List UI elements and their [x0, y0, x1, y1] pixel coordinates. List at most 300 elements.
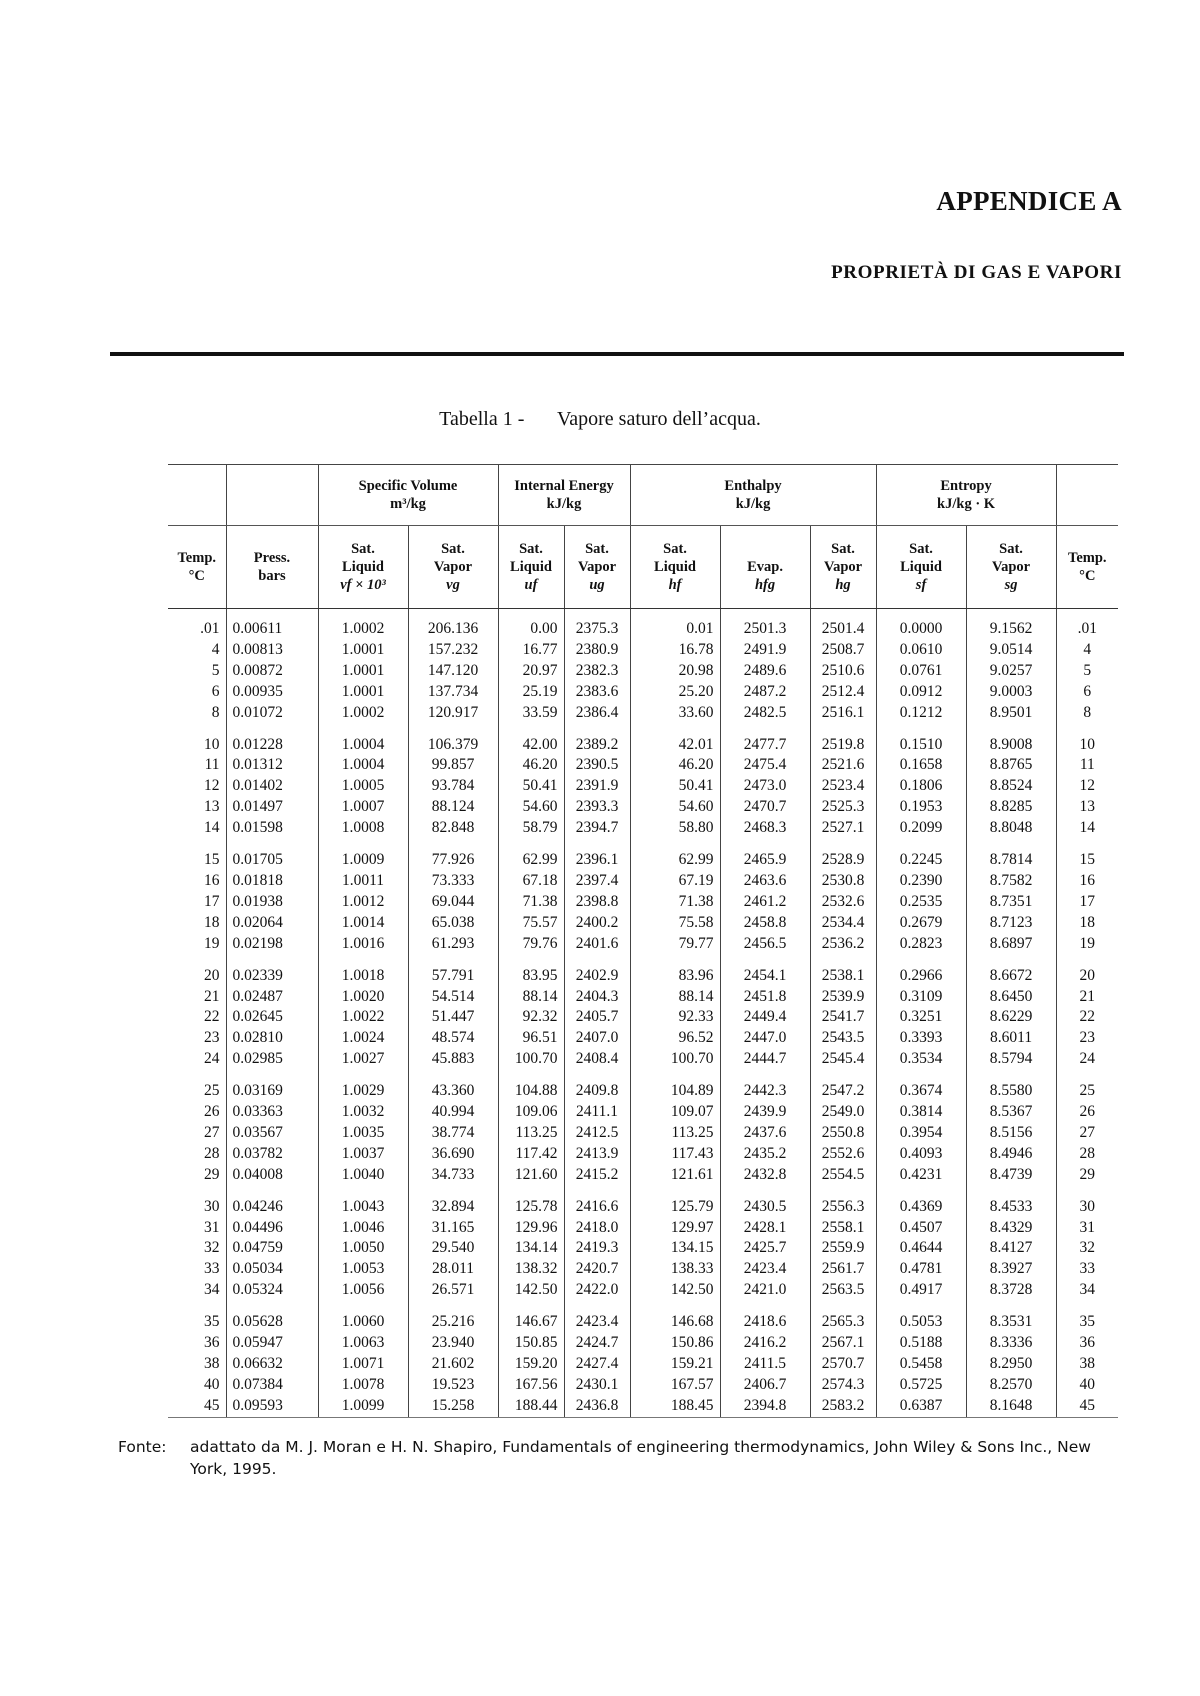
- cell-hg: 2508.7: [810, 640, 876, 661]
- cell-hg: 2516.1: [810, 703, 876, 724]
- cell-uf: 83.95: [498, 955, 564, 987]
- cell-press: 0.00935: [226, 682, 318, 703]
- cell-hfg: 2458.8: [720, 913, 810, 934]
- cell-vg: 28.011: [408, 1259, 498, 1280]
- cell-ug: 2391.9: [564, 776, 630, 797]
- cell-temp-right: 16: [1056, 871, 1118, 892]
- cell-vg: 93.784: [408, 776, 498, 797]
- cell-hfg: 2451.8: [720, 987, 810, 1008]
- group-name: Specific Volume: [358, 477, 458, 494]
- table-row: [168, 987, 1118, 1008]
- cell-hfg: 2468.3: [720, 818, 810, 839]
- col-header-vf: [318, 526, 408, 609]
- cell-hfg: 2475.4: [720, 755, 810, 776]
- cell-temp: 21: [204, 987, 220, 1005]
- cell-temp: 15: [204, 851, 220, 869]
- cell-sg: 8.3531: [966, 1301, 1056, 1333]
- cell-uf: 16.77: [498, 640, 564, 661]
- cell-vf: 1.0037: [318, 1144, 408, 1165]
- cell-sf: 0.5725: [876, 1375, 966, 1396]
- table-row: [168, 1238, 1118, 1259]
- col-header-line: Vapor: [991, 558, 1031, 575]
- cell-press: 0.05034: [226, 1259, 318, 1280]
- cell-sg: 8.3728: [966, 1280, 1056, 1301]
- cell-press: 0.01938: [226, 892, 318, 913]
- cell-temp: 11: [204, 756, 220, 774]
- cell-temp-right: 38: [1056, 1354, 1118, 1375]
- cell-temp: .01: [200, 620, 220, 637]
- cell-hfg: 2418.6: [720, 1301, 810, 1333]
- cell-uf: 79.76: [498, 934, 564, 955]
- cell-uf: 58.79: [498, 818, 564, 839]
- table-row: [168, 661, 1118, 682]
- cell-hg: 2539.9: [810, 987, 876, 1008]
- cell-sg: 8.7351: [966, 892, 1056, 913]
- cell-temp-right: 30: [1056, 1186, 1118, 1218]
- cell-uf: 25.19: [498, 682, 564, 703]
- table-row: [168, 1301, 1118, 1333]
- cell-hg: 2583.2: [810, 1396, 876, 1417]
- cell-hf: 62.99: [630, 839, 720, 871]
- cell-sf: 0.5053: [876, 1301, 966, 1333]
- cell-hfg: 2416.2: [720, 1333, 810, 1354]
- col-header-line: Temp.: [177, 549, 217, 566]
- cell-hf: 159.21: [630, 1354, 720, 1375]
- cell-hf: 188.45: [630, 1396, 720, 1417]
- cell-sf: 0.1212: [876, 703, 966, 724]
- cell-vg: 29.540: [408, 1238, 498, 1259]
- cell-temp: 23: [204, 1029, 220, 1047]
- cell-temp: 30: [204, 1197, 220, 1215]
- cell-temp: 31: [204, 1218, 220, 1236]
- group-unit: kJ/kg: [735, 496, 771, 512]
- table-row: [168, 703, 1118, 724]
- cell-uf: 159.20: [498, 1354, 564, 1375]
- table-caption-label: Tabella 1 -: [439, 408, 525, 430]
- cell-hf: 0.01: [630, 609, 720, 640]
- cell-hg: 2565.3: [810, 1301, 876, 1333]
- empty-header-cell: [226, 465, 318, 526]
- col-header-hf: [630, 526, 720, 609]
- group-name: Internal Energy: [514, 477, 614, 494]
- cell-sg: 8.6450: [966, 987, 1056, 1008]
- col-header-line: Sat.: [351, 540, 375, 557]
- cell-vg: 34.733: [408, 1165, 498, 1186]
- cell-ug: 2382.3: [564, 661, 630, 682]
- col-header-symbol: uf: [524, 577, 538, 594]
- col-header-line: Sat.: [663, 540, 687, 557]
- cell-hf: 16.78: [630, 640, 720, 661]
- cell-ug: 2415.2: [564, 1165, 630, 1186]
- group-unit: m³/kg: [390, 496, 426, 512]
- cell-temp-right: 6: [1056, 682, 1118, 703]
- cell-uf: 71.38: [498, 892, 564, 913]
- cell-press: 0.04496: [226, 1218, 318, 1239]
- cell-press: 0.00872: [226, 661, 318, 682]
- cell-sf: 0.4644: [876, 1238, 966, 1259]
- col-header-temp: [168, 526, 226, 609]
- cell-temp: 16: [204, 871, 220, 889]
- cell-vf: 1.0005: [318, 776, 408, 797]
- cell-temp: 12: [204, 777, 220, 795]
- cell-ug: 2411.1: [564, 1102, 630, 1123]
- cell-uf: 167.56: [498, 1375, 564, 1396]
- cell-sf: 0.2245: [876, 839, 966, 871]
- cell-ug: 2416.6: [564, 1186, 630, 1218]
- cell-sg: 8.4946: [966, 1144, 1056, 1165]
- cell-vf: 1.0027: [318, 1049, 408, 1070]
- cell-press: 0.00611: [226, 609, 318, 640]
- cell-temp-right: .01: [1056, 609, 1118, 640]
- cell-ug: 2412.5: [564, 1123, 630, 1144]
- cell-vg: 99.857: [408, 755, 498, 776]
- cell-hg: 2567.1: [810, 1333, 876, 1354]
- cell-ug: 2422.0: [564, 1280, 630, 1301]
- saturated-steam-table: [168, 464, 1118, 1418]
- cell-temp-right: 18: [1056, 913, 1118, 934]
- cell-temp: 6: [211, 682, 220, 700]
- col-header-line: °C: [188, 568, 205, 584]
- cell-vf: 1.0099: [318, 1396, 408, 1417]
- cell-sg: 8.8285: [966, 797, 1056, 818]
- cell-ug: 2419.3: [564, 1238, 630, 1259]
- cell-sf: 0.0761: [876, 661, 966, 682]
- cell-press: 0.04008: [226, 1165, 318, 1186]
- group-unit: kJ/kg · K: [937, 496, 996, 512]
- cell-hf: 167.57: [630, 1375, 720, 1396]
- cell-uf: 20.97: [498, 661, 564, 682]
- cell-hg: 2534.4: [810, 913, 876, 934]
- cell-vg: 73.333: [408, 871, 498, 892]
- cell-hfg: 2442.3: [720, 1070, 810, 1102]
- cell-ug: 2423.4: [564, 1301, 630, 1333]
- cell-vf: 1.0004: [318, 724, 408, 756]
- cell-temp: 32: [204, 1239, 220, 1257]
- cell-sf: 0.1953: [876, 797, 966, 818]
- cell-vg: 61.293: [408, 934, 498, 955]
- table-row: [168, 934, 1118, 955]
- cell-vg: 157.232: [408, 640, 498, 661]
- cell-hf: 100.70: [630, 1049, 720, 1070]
- cell-temp: 20: [204, 966, 220, 984]
- table-row: [168, 755, 1118, 776]
- cell-temp: 27: [204, 1123, 220, 1141]
- table-row: [168, 1102, 1118, 1123]
- cell-temp-right: 35: [1056, 1301, 1118, 1333]
- cell-temp-right: 17: [1056, 892, 1118, 913]
- cell-ug: 2390.5: [564, 755, 630, 776]
- cell-sf: 0.3814: [876, 1102, 966, 1123]
- cell-ug: 2375.3: [564, 609, 630, 640]
- col-header-line: Liquid: [342, 558, 384, 575]
- cell-hfg: 2491.9: [720, 640, 810, 661]
- cell-press: 0.01705: [226, 839, 318, 871]
- cell-vg: 15.258: [408, 1396, 498, 1417]
- col-header-line: Sat.: [831, 540, 855, 557]
- cell-hf: 67.19: [630, 871, 720, 892]
- cell-temp-right: 36: [1056, 1333, 1118, 1354]
- cell-hg: 2530.8: [810, 871, 876, 892]
- cell-sf: 0.1806: [876, 776, 966, 797]
- col-header-line: Sat.: [909, 540, 933, 557]
- cell-sg: 8.3336: [966, 1333, 1056, 1354]
- cell-hg: 2501.4: [810, 609, 876, 640]
- cell-sg: 8.9501: [966, 703, 1056, 724]
- cell-temp-right: 28: [1056, 1144, 1118, 1165]
- table-row: [168, 1333, 1118, 1354]
- cell-hf: 138.33: [630, 1259, 720, 1280]
- cell-sf: 0.4917: [876, 1280, 966, 1301]
- cell-ug: 2400.2: [564, 913, 630, 934]
- group-header-enthalpy: [630, 465, 876, 526]
- cell-vf: 1.0078: [318, 1375, 408, 1396]
- cell-temp: 5: [211, 661, 220, 679]
- cell-sg: 9.0003: [966, 682, 1056, 703]
- cell-vf: 1.0002: [318, 703, 408, 724]
- cell-hf: 83.96: [630, 955, 720, 987]
- table-row: [168, 640, 1118, 661]
- cell-vg: 206.136: [408, 609, 498, 640]
- cell-sg: 8.8048: [966, 818, 1056, 839]
- table-row: [168, 1165, 1118, 1186]
- cell-hfg: 2439.9: [720, 1102, 810, 1123]
- col-header-line: Liquid: [654, 558, 696, 575]
- cell-sg: 8.5156: [966, 1123, 1056, 1144]
- col-header-uf: [498, 526, 564, 609]
- cell-hfg: 2437.6: [720, 1123, 810, 1144]
- cell-hfg: 2465.9: [720, 839, 810, 871]
- cell-ug: 2396.1: [564, 839, 630, 871]
- table-row: [168, 1280, 1118, 1301]
- cell-press: 0.03567: [226, 1123, 318, 1144]
- table-row: [168, 797, 1118, 818]
- cell-sf: 0.3534: [876, 1049, 966, 1070]
- col-header-symbol: hf: [668, 577, 682, 594]
- table-caption-text: Vapore saturo dell’acqua.: [557, 408, 761, 430]
- cell-hf: 146.68: [630, 1301, 720, 1333]
- col-header-hg: [810, 526, 876, 609]
- cell-sf: 0.0912: [876, 682, 966, 703]
- cell-hf: 109.07: [630, 1102, 720, 1123]
- cell-hf: 33.60: [630, 703, 720, 724]
- cell-vf: 1.0040: [318, 1165, 408, 1186]
- cell-hg: 2550.8: [810, 1123, 876, 1144]
- cell-hfg: 2470.7: [720, 797, 810, 818]
- cell-sf: 0.4231: [876, 1165, 966, 1186]
- col-header-ug: [564, 526, 630, 609]
- cell-temp-right: 26: [1056, 1102, 1118, 1123]
- cell-hg: 2552.6: [810, 1144, 876, 1165]
- cell-hf: 92.33: [630, 1007, 720, 1028]
- cell-vf: 1.0053: [318, 1259, 408, 1280]
- cell-vf: 1.0004: [318, 755, 408, 776]
- cell-sg: 8.6011: [966, 1028, 1056, 1049]
- cell-uf: 109.06: [498, 1102, 564, 1123]
- cell-sg: 8.9008: [966, 724, 1056, 756]
- cell-press: 0.05947: [226, 1333, 318, 1354]
- cell-vg: 31.165: [408, 1218, 498, 1239]
- cell-uf: 121.60: [498, 1165, 564, 1186]
- table-row: [168, 1144, 1118, 1165]
- cell-vg: 48.574: [408, 1028, 498, 1049]
- cell-press: 0.02810: [226, 1028, 318, 1049]
- source-label: Fonte:: [118, 1438, 167, 1456]
- cell-vg: 106.379: [408, 724, 498, 756]
- cell-temp: 14: [204, 819, 220, 837]
- cell-temp-right: 8: [1056, 703, 1118, 724]
- cell-temp-right: 21: [1056, 987, 1118, 1008]
- table-row: [168, 839, 1118, 871]
- appendix-subtitle: PROPRIETÀ DI GAS E VAPORI: [831, 262, 1122, 283]
- cell-uf: 188.44: [498, 1396, 564, 1417]
- cell-sg: 8.7814: [966, 839, 1056, 871]
- cell-temp-right: 24: [1056, 1049, 1118, 1070]
- table-row: [168, 609, 1118, 640]
- cell-hf: 42.01: [630, 724, 720, 756]
- table-row: [168, 1070, 1118, 1102]
- cell-sg: 8.7123: [966, 913, 1056, 934]
- col-header-line: Temp.: [1068, 549, 1107, 566]
- col-header-press: [226, 526, 318, 609]
- col-header-line: Vapor: [433, 558, 473, 575]
- cell-vg: 120.917: [408, 703, 498, 724]
- cell-hfg: 2487.2: [720, 682, 810, 703]
- cell-hf: 79.77: [630, 934, 720, 955]
- table-row: [168, 776, 1118, 797]
- cell-press: 0.05628: [226, 1301, 318, 1333]
- cell-hg: 2536.2: [810, 934, 876, 955]
- cell-temp: 29: [204, 1165, 220, 1183]
- cell-hf: 50.41: [630, 776, 720, 797]
- cell-hg: 2559.9: [810, 1238, 876, 1259]
- cell-hfg: 2463.6: [720, 871, 810, 892]
- cell-temp-right: 19: [1056, 934, 1118, 955]
- cell-uf: 0.00: [498, 609, 564, 640]
- col-header-hfg: [720, 526, 810, 609]
- cell-vf: 1.0035: [318, 1123, 408, 1144]
- cell-temp: 35: [204, 1313, 220, 1331]
- cell-press: 0.02487: [226, 987, 318, 1008]
- cell-hg: 2532.6: [810, 892, 876, 913]
- cell-hg: 2521.6: [810, 755, 876, 776]
- col-header-temp-right: [1056, 526, 1118, 609]
- table-row: [168, 871, 1118, 892]
- cell-temp: 17: [204, 892, 220, 910]
- cell-press: 0.07384: [226, 1375, 318, 1396]
- cell-uf: 113.25: [498, 1123, 564, 1144]
- cell-temp: 38: [204, 1355, 220, 1372]
- cell-ug: 2436.8: [564, 1396, 630, 1417]
- cell-temp: 4: [211, 640, 220, 658]
- cell-uf: 129.96: [498, 1218, 564, 1239]
- cell-vf: 1.0071: [318, 1354, 408, 1375]
- table-row: [168, 1123, 1118, 1144]
- cell-press: 0.03169: [226, 1070, 318, 1102]
- cell-uf: 62.99: [498, 839, 564, 871]
- cell-vg: 57.791: [408, 955, 498, 987]
- cell-uf: 125.78: [498, 1186, 564, 1218]
- cell-vf: 1.0001: [318, 661, 408, 682]
- cell-sg: 8.5794: [966, 1049, 1056, 1070]
- cell-hf: 71.38: [630, 892, 720, 913]
- cell-hg: 2512.4: [810, 682, 876, 703]
- cell-uf: 33.59: [498, 703, 564, 724]
- cell-sg: 8.5367: [966, 1102, 1056, 1123]
- cell-vf: 1.0046: [318, 1218, 408, 1239]
- cell-hf: 25.20: [630, 682, 720, 703]
- cell-temp-right: 10: [1056, 724, 1118, 756]
- table-row: [168, 892, 1118, 913]
- cell-uf: 104.88: [498, 1070, 564, 1102]
- cell-ug: 2430.1: [564, 1375, 630, 1396]
- cell-sg: 8.7582: [966, 871, 1056, 892]
- col-header-symbol: hfg: [754, 577, 776, 594]
- table-caption: [0, 408, 1200, 431]
- cell-sg: 8.4329: [966, 1218, 1056, 1239]
- cell-vg: 88.124: [408, 797, 498, 818]
- cell-temp-right: 27: [1056, 1123, 1118, 1144]
- cell-hf: 96.52: [630, 1028, 720, 1049]
- cell-uf: 100.70: [498, 1049, 564, 1070]
- cell-vg: 45.883: [408, 1049, 498, 1070]
- cell-press: 0.06632: [226, 1354, 318, 1375]
- cell-hg: 2525.3: [810, 797, 876, 818]
- cell-temp: 13: [204, 798, 220, 816]
- cell-sg: 9.1562: [966, 609, 1056, 640]
- cell-hfg: 2423.4: [720, 1259, 810, 1280]
- cell-temp-right: 45: [1056, 1396, 1118, 1417]
- cell-temp: 25: [204, 1082, 220, 1100]
- cell-hf: 117.43: [630, 1144, 720, 1165]
- cell-sf: 0.3393: [876, 1028, 966, 1049]
- cell-press: 0.02645: [226, 1007, 318, 1028]
- cell-uf: 96.51: [498, 1028, 564, 1049]
- cell-press: 0.02198: [226, 934, 318, 955]
- empty-header-cell: [1056, 465, 1118, 526]
- cell-press: 0.05324: [226, 1280, 318, 1301]
- cell-temp-right: 34: [1056, 1280, 1118, 1301]
- cell-hg: 2574.3: [810, 1375, 876, 1396]
- cell-sf: 0.4369: [876, 1186, 966, 1218]
- cell-vg: 32.894: [408, 1186, 498, 1218]
- cell-hf: 46.20: [630, 755, 720, 776]
- table-row: [168, 1218, 1118, 1239]
- col-header-symbol: hg: [835, 577, 851, 594]
- cell-hg: 2554.5: [810, 1165, 876, 1186]
- table-row: [168, 1354, 1118, 1375]
- cell-hf: 121.61: [630, 1165, 720, 1186]
- cell-ug: 2386.4: [564, 703, 630, 724]
- cell-press: 0.01818: [226, 871, 318, 892]
- col-header-line: Liquid: [510, 558, 552, 575]
- cell-press: 0.01598: [226, 818, 318, 839]
- col-header-line: Vapor: [823, 558, 863, 575]
- cell-ug: 2413.9: [564, 1144, 630, 1165]
- cell-ug: 2389.2: [564, 724, 630, 756]
- col-header-sg: [966, 526, 1056, 609]
- cell-hfg: 2461.2: [720, 892, 810, 913]
- cell-press: 0.02339: [226, 955, 318, 987]
- cell-press: 0.02064: [226, 913, 318, 934]
- cell-hf: 104.89: [630, 1070, 720, 1102]
- col-header-line: Sat.: [585, 540, 609, 557]
- cell-uf: 117.42: [498, 1144, 564, 1165]
- cell-hg: 2549.0: [810, 1102, 876, 1123]
- col-header-line: Vapor: [577, 558, 617, 575]
- group-header-specific-volume: [318, 465, 498, 526]
- cell-hfg: 2473.0: [720, 776, 810, 797]
- cell-vg: 26.571: [408, 1280, 498, 1301]
